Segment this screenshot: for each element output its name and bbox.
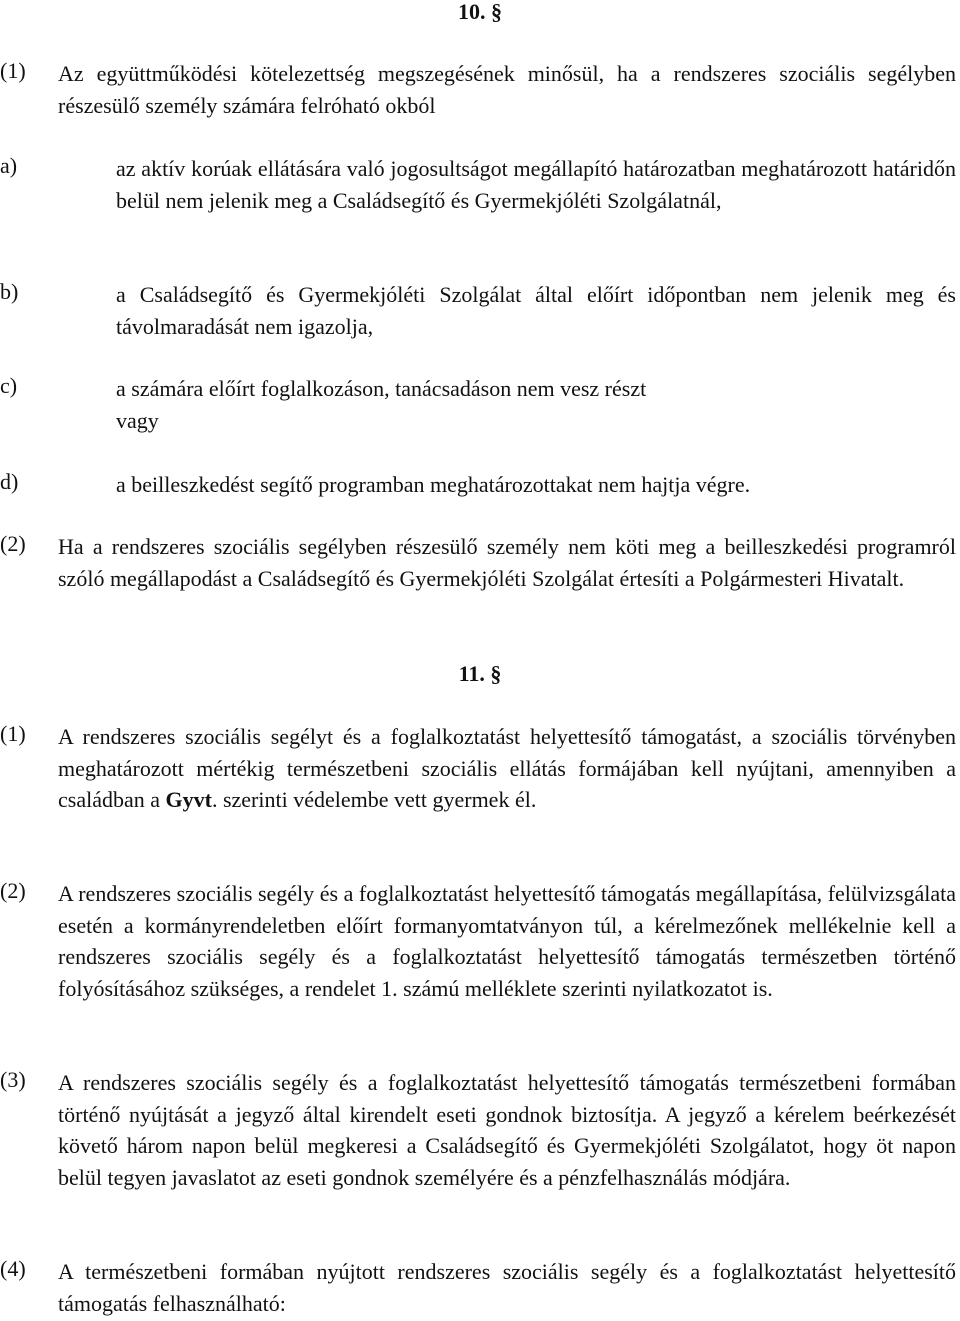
list-item-a [0, 153, 956, 216]
paragraph-text: Az együttműködési kötelezettség megszegésének minősül, ha a rendszeres szociális segélyben részesülő személy számára felróható okból [58, 61, 956, 118]
paragraph-11-3 [0, 1067, 956, 1193]
paragraph-10-1 [0, 58, 956, 121]
paragraph-text-part: A rendszeres szociális segélyt és a foglalkoztatást helyettesítő támogatást, a szociális törvényben meghatározott mértékig természetbeni szociális ellátás formájában kell nyújtani, amennyiben a családban a [58, 724, 956, 812]
list-item-text: a Családsegítő és Gyermekjóléti Szolgálat által előírt időpontban nem jelenik meg és távolmaradását nem igazolja, [116, 282, 956, 339]
paragraph-text: A természetbeni formában nyújtott rendszeres szociális segély és a foglalkoztatást helyettesítő támogatás felhasználható: [58, 1259, 956, 1316]
list-item-text: a számára előírt foglalkozáson, tanácsadáson nem vesz részt [116, 376, 647, 401]
paragraph-number: (1) [0, 58, 26, 83]
paragraph-11-4 [0, 1256, 956, 1319]
list-item-c [0, 373, 956, 436]
list-item-text: az aktív korúak ellátására való jogosultságot megállapító határozatban meghatározott határidőn belül nem jelenik meg a Családsegítő és Gyermekjóléti Szolgálatnál, [116, 156, 956, 213]
paragraph-number: (2) [0, 531, 26, 556]
list-item-label: c) [0, 373, 18, 398]
list-item-label: a) [0, 153, 18, 178]
paragraph-number: (1) [0, 721, 26, 746]
section-heading-11: 11. § [458, 661, 502, 686]
list-item-label: d) [0, 469, 19, 494]
list-item-text: a beilleszkedést segítő programban meghatározottakat nem hajtja végre. [116, 472, 751, 497]
section-heading-10: 10. § [458, 0, 502, 24]
list-item-label: b) [0, 279, 19, 304]
paragraph-number: (4) [0, 1256, 26, 1281]
paragraph-text: A rendszeres szociális segély és a foglalkoztatást helyettesítő támogatás természetbeni formában történő nyújtását a jegyző által kirendelt eseti gondnok biztosítja. A jegyző a kérelem beérkezését követő három napon belül megkeresi a Családsegítő és Gyermekjóléti Szolgálatot, hogy öt napon belül tegyen javaslatot az eseti gondnok személyére és a pénzfelhasználás módjára. [58, 1070, 956, 1190]
paragraph-text-part: . szerinti védelembe vett gyermek él. [211, 787, 537, 812]
paragraph-number: (2) [0, 878, 26, 903]
abbreviation-bold: Gyvt [165, 787, 212, 812]
list-item-b [0, 279, 956, 342]
paragraph-text [58, 721, 956, 816]
list-item-d [0, 469, 956, 501]
paragraph-text: A rendszeres szociális segély és a foglalkoztatást helyettesítő támogatás megállapítása, felülvizsgálata esetén a kormányrendeletben előírt formanyomtatványon túl, a kérelmezőnek mellékelnie kell a rendszeres szociális segély és a foglalkoztatást helyettesítő támogatás természetben történő folyósításához szükséges, a rendelet 1. számú melléklete szerinti nyilatkozatot is. [58, 881, 956, 1001]
paragraph-number: (3) [0, 1067, 26, 1092]
paragraph-11-2 [0, 878, 956, 1004]
list-item-conjunction: vagy [116, 407, 159, 433]
paragraph-10-2 [0, 531, 956, 594]
paragraph-11-1 [0, 721, 956, 816]
paragraph-text: Ha a rendszeres szociális segélyben részesülő személy nem köti meg a beilleszkedési programról szóló megállapodást a Családsegítő és Gyermekjóléti Szolgálat értesíti a Polgármesteri Hivatalt. [58, 534, 956, 591]
